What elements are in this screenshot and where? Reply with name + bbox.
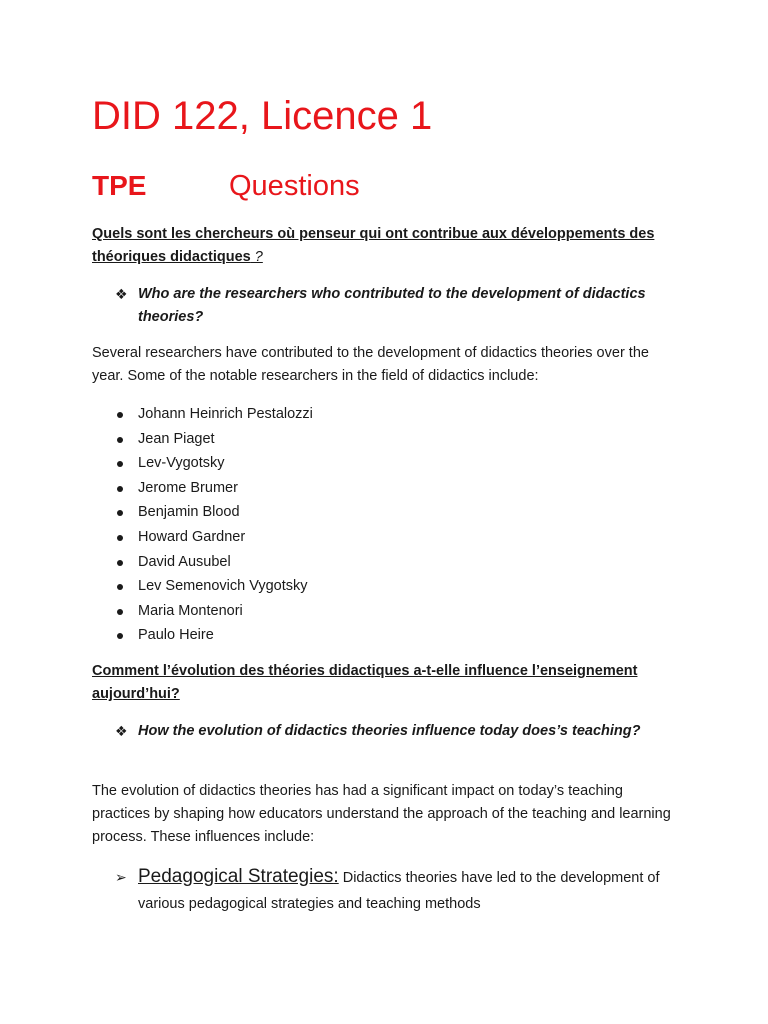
list-item [92,550,313,575]
list-item [92,525,313,550]
list-item [92,623,313,648]
researcher-name: Jean Piaget [138,430,215,447]
strategy-heading-colon: : [333,866,339,887]
researcher-name: Howard Gardner [138,528,246,545]
tpe-label: TPE [92,170,147,201]
list-item [92,476,313,501]
strategy-body [138,864,675,917]
bullet-dot-icon [117,486,123,492]
researcher-name: Benjamin Blood [138,504,240,521]
strategy-heading [138,866,339,887]
bullet-dot-icon [117,535,123,541]
researcher-name: Johann Heinrich Pestalozzi [138,406,313,422]
list-item [92,402,313,427]
list-item [92,599,313,624]
document-title: DID 122, Licence 1 [92,94,433,138]
question-heading-fr-1-tail: ? [250,249,263,265]
list-item [92,451,313,476]
researcher-name: Jerome Brumer [138,479,238,496]
bullet-dot-icon [117,412,123,418]
researcher-name: Paulo Heire [138,627,214,644]
diamond-bullet-icon: ❖ [115,723,128,739]
researcher-name: Maria Montenori [138,602,243,619]
bullet-dot-icon [117,510,123,516]
strategy-heading-text: Pedagogical Strategies [138,866,334,887]
list-item [92,500,313,525]
researcher-name: David Ausubel [138,553,231,570]
question-en-2 [115,720,675,743]
question-en-1 [115,283,675,329]
bullet-dot-icon [117,584,123,590]
bullet-dot-icon [117,609,123,615]
strategy-text: Didactics theories have led to the development of various pedagogical strategies and teaching methods [138,870,660,912]
researcher-name: Lev-Vygotsky [138,455,225,472]
question-heading-fr-1 [92,223,682,269]
diamond-bullet-icon: ❖ [115,286,128,302]
questions-label: Questions [229,170,360,202]
strategy-item [115,864,675,917]
list-item [92,574,313,599]
researcher-list [92,402,313,648]
bullet-dot-icon [117,560,123,566]
question-en-1-text: Who are the researchers who contributed to the development of didactics theories? [138,286,646,325]
question-en-2-text: How the evolution of didactics theories influence today does’s teaching? [138,723,641,739]
intro-paragraph-1: Several researchers have contributed to the development of didactics theories over the year. Some of the notable researchers in the field of didactics include: [92,345,649,384]
bullet-dot-icon [117,633,123,639]
researcher-name: Lev Semenovich Vygotsky [138,578,308,595]
list-item [92,427,313,452]
intro-paragraph-2: The evolution of didactics theories has had a significant impact on today’s teaching practices by shaping how educators understand the approach of the teaching and learning process. These influences include: [92,783,671,845]
arrow-bullet-icon: ➢ [115,869,127,885]
bullet-dot-icon [117,437,123,443]
bullet-dot-icon [117,461,123,467]
question-heading-fr-2: Comment l’évolution des théories didactiques a-t-elle influence l’enseignement aujourd’hui? [92,663,638,702]
question-heading-fr-1-text: Quels sont les chercheurs où penseur qui ont contribue aux développements des théoriques didactiques [92,226,655,265]
